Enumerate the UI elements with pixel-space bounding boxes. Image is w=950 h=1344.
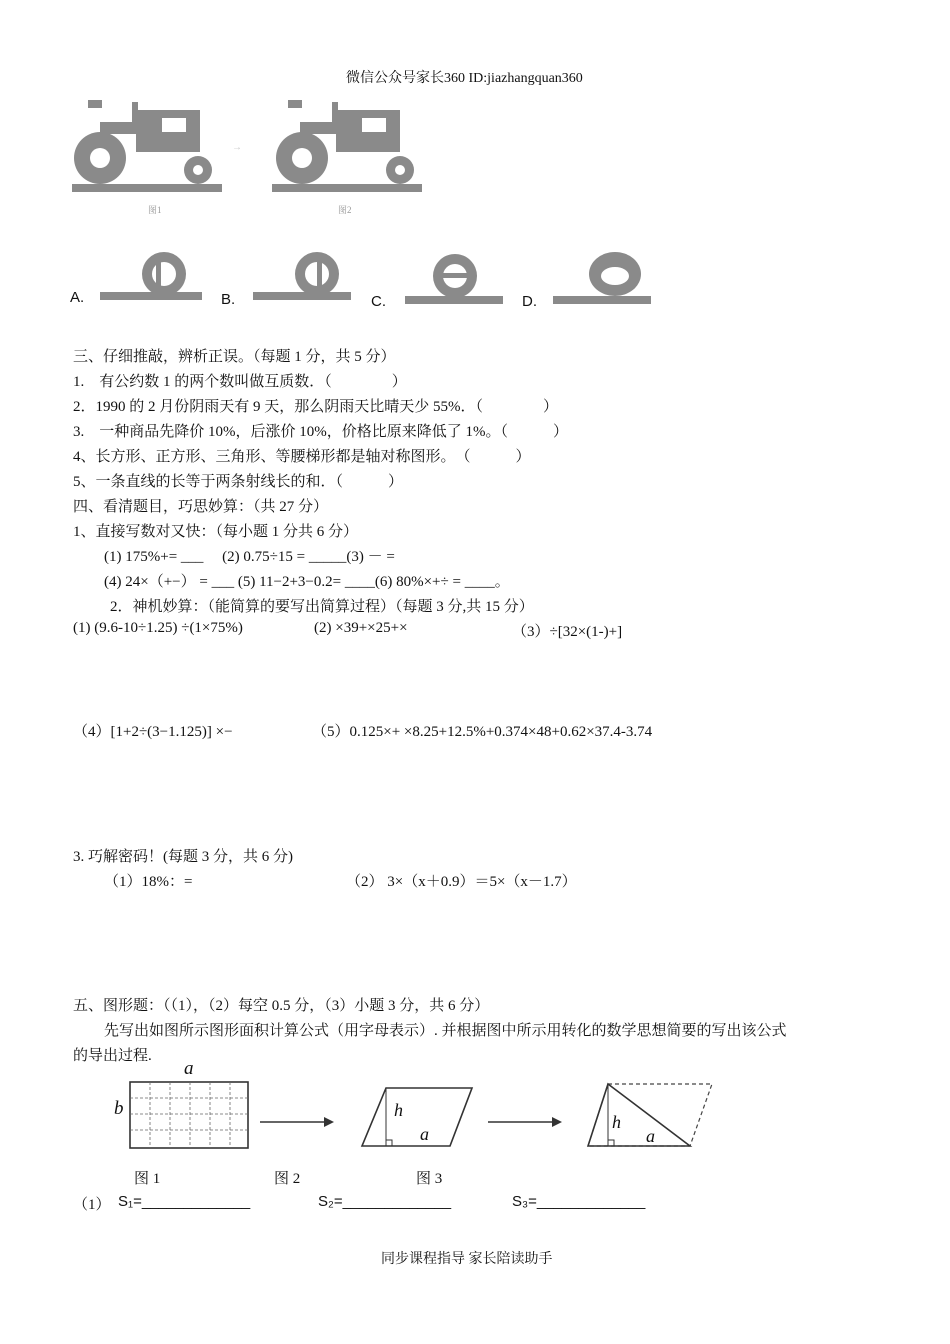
section5-title: 五、图形题：（（1），（2）每空 0.5 分，（3）小题 3 分，共 6 分） [73,998,490,1014]
option-b-wheel [253,250,353,306]
figure1-label-a: a [184,1058,194,1079]
section4-sub3-title: 3. 巧解密码！(每题 3 分，共 6 分) [73,849,293,865]
figure2-parallelogram [356,1082,480,1154]
page-footer: 同步课程指导 家长陪读助手 [381,1252,553,1267]
equation-2: （2） 3×（x＋0.9）＝5×（x－1.7） [346,874,577,890]
tractor-figure-2 [272,98,424,194]
section4-sub1-title: 1、直接写数对又快：（每小题 1 分共 6 分） [73,524,359,540]
section5-desc-line2: 的导出过程. [73,1048,152,1064]
section3-item-5: 5、一条直线的长等于两条射线长的和．（ ） [73,474,404,490]
answer-s3: S₃=_____________ [512,1193,646,1210]
option-a-wheel [100,250,204,306]
arrow-icon: → [232,142,242,153]
section4-sub2-title: 2．神机妙算：（能简算的要写出简算过程）（每题 3 分,共 15 分） [110,599,534,615]
figure1-label-b: b [114,1098,124,1119]
section4-title: 四、看清题目，巧思妙算：（共 27 分） [73,499,329,515]
section3-item-1: 1. 有公约数 1 的两个数叫做互质数．（ ） [73,374,407,390]
section3-item-4: 4、长方形、正方形、三角形、等腰梯形都是轴对称图形。 （ ） [73,449,531,465]
answer-s1: S₁=_____________ [118,1193,251,1210]
section4-sub1-row2: (4) 24×（+−） = ___ (5) 11−2+3−0.2= ____(6) 80%×+÷ = ____。 [104,574,510,590]
calc-2: (2) ×39+×25+× [314,620,408,636]
figure1-caption: 图 1 [134,1171,161,1187]
option-b-label: B. [221,291,236,308]
option-d-label: D. [522,293,537,310]
figure2-label-a: a [420,1124,429,1144]
section3-item-3: 3. 一种商品先降价 10%，后涨价 10%，价格比原来降低了 1%。（ ） [73,424,568,440]
section3-title: 三、仔细推敲，辨析正误。（每题 1 分，共 5 分） [73,349,396,365]
fig2-caption: 图2 [338,205,352,215]
answer-prefix: （1） [73,1197,111,1213]
arrow-icon-2 [486,1114,566,1130]
calc-1: (1) (9.6-10÷1.25) ÷(1×75%) [73,620,243,636]
page-header: 微信公众号家长360 ID:jiazhangquan360 [346,71,583,86]
figure3-caption: 图 3 [416,1171,443,1187]
calc-3: （3）÷[32×(1-)+] [512,624,623,640]
figure1-rectangle [110,1060,250,1152]
answer-s2: S₂=_____________ [318,1193,452,1210]
arrow-icon-1 [258,1114,338,1130]
option-a-label: A. [70,289,85,306]
option-c-wheel [405,252,505,308]
section3-item-2: 2．1990 的 2 月份阴雨天有 9 天，那么阴雨天比晴天少 55%．（ ） [73,399,558,415]
option-d-wheel [553,250,653,308]
figure3-label-a: a [646,1126,655,1146]
option-c-label: C. [371,293,386,310]
tractor-figure-1 [72,98,224,194]
equation-1: （1）18%：= [104,874,193,890]
section5-desc-line1: 先写出如图所示图形面积计算公式（用字母表示）. 并根据图中所示用转化的数学思想简要的写出该公式 [104,1023,787,1039]
section4-sub1-row1: (1) 175%+= ___ (2) 0.75÷15 = _____(3) － = [104,549,395,565]
figure3-label-h: h [612,1112,621,1132]
fig1-caption: 图1 [148,205,162,215]
calc-5: （5）0.125×+ ×8.25+12.5%+0.374×48+0.62×37.4-3.74 [312,724,653,740]
figure2-caption: 图 2 [274,1171,301,1187]
figure2-label-h: h [394,1100,403,1120]
calc-4: （4）[1+2÷(3−1.125)] ×− [73,724,233,740]
